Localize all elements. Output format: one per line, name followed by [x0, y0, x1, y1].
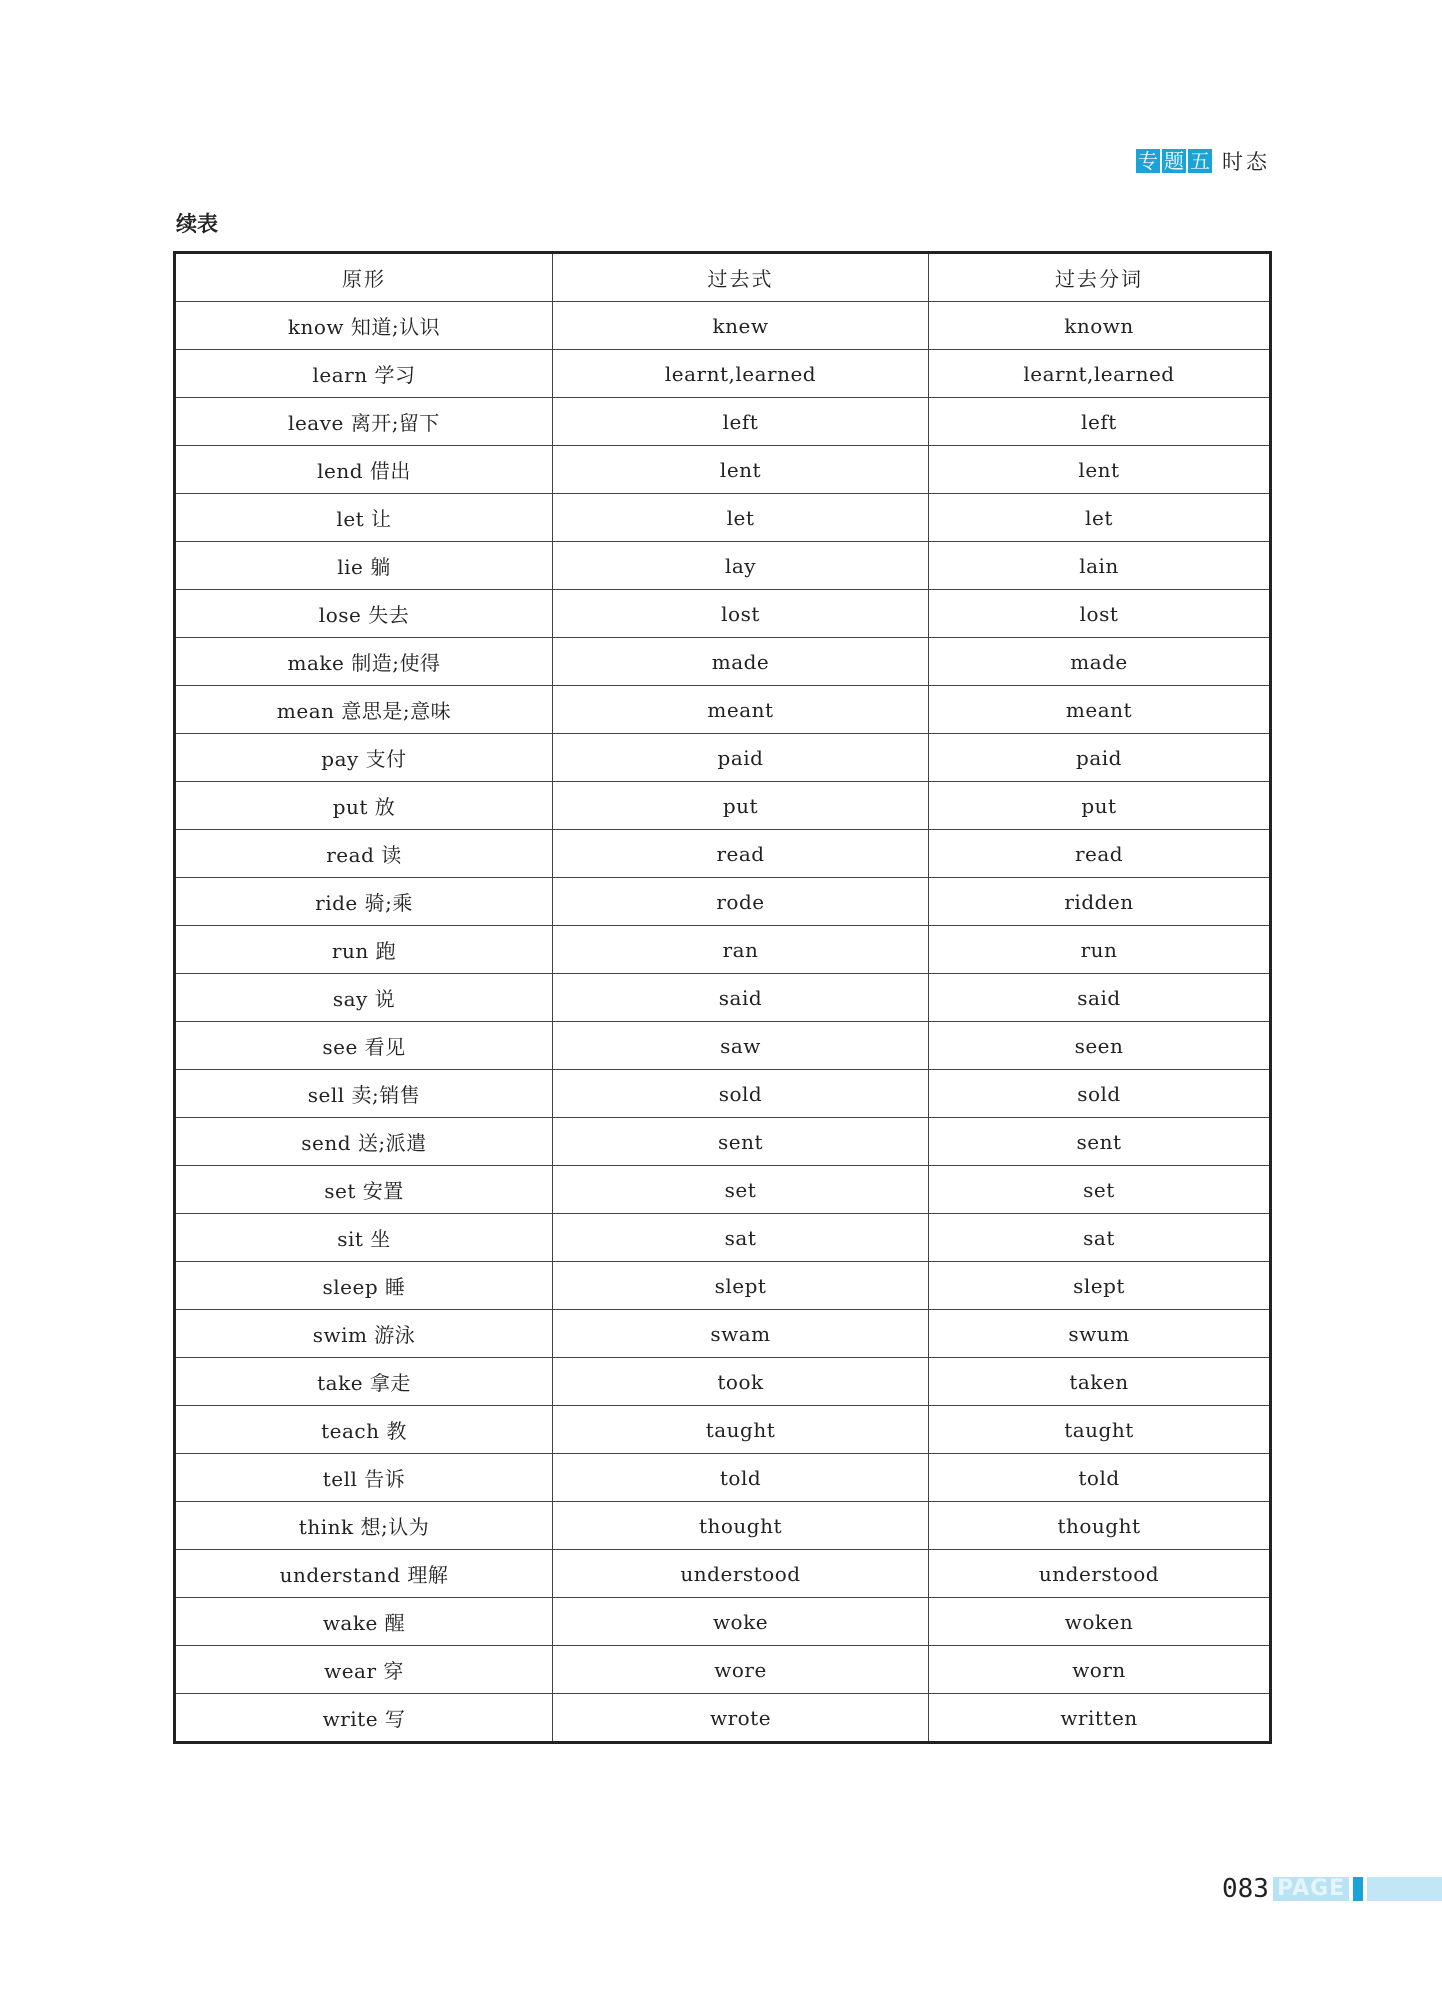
- cell-base-form: wake 醒: [175, 1598, 553, 1646]
- cell-past-tense: meant: [553, 686, 929, 734]
- table-row: [175, 1358, 1271, 1406]
- table-row: [175, 1598, 1271, 1646]
- table-header-row: [175, 253, 1271, 302]
- cell-past-tense: learnt,learned: [553, 350, 929, 398]
- cell-past-tense: swam: [553, 1310, 929, 1358]
- cell-past-participle: slept: [929, 1262, 1271, 1310]
- cell-past-participle: run: [929, 926, 1271, 974]
- cell-base-form: know 知道;认识: [175, 302, 553, 350]
- cell-past-participle: written: [929, 1694, 1271, 1743]
- cell-past-participle: learnt,learned: [929, 350, 1271, 398]
- cell-base-form: let 让: [175, 494, 553, 542]
- cell-past-tense: understood: [553, 1550, 929, 1598]
- table-row: [175, 590, 1271, 638]
- cell-past-tense: let: [553, 494, 929, 542]
- cell-base-form: sit 坐: [175, 1214, 553, 1262]
- table-row: [175, 974, 1271, 1022]
- cell-past-participle: swum: [929, 1310, 1271, 1358]
- cell-past-participle: lent: [929, 446, 1271, 494]
- chapter-topic: 时态: [1222, 150, 1270, 174]
- table-row: [175, 1070, 1271, 1118]
- cell-past-participle: thought: [929, 1502, 1271, 1550]
- table-body: [175, 302, 1271, 1743]
- cell-base-form: lend 借出: [175, 446, 553, 494]
- page-bar-decoration: [1367, 1877, 1442, 1901]
- table-row: [175, 638, 1271, 686]
- table-row: [175, 398, 1271, 446]
- cell-base-form: set 安置: [175, 1166, 553, 1214]
- cell-past-participle: taken: [929, 1358, 1271, 1406]
- cell-base-form: put 放: [175, 782, 553, 830]
- cell-past-tense: made: [553, 638, 929, 686]
- table-row: [175, 686, 1271, 734]
- cell-base-form: say 说: [175, 974, 553, 1022]
- table-row: [175, 734, 1271, 782]
- cell-base-form: sleep 睡: [175, 1262, 553, 1310]
- cell-past-tense: wore: [553, 1646, 929, 1694]
- header-base-form: 原形: [175, 253, 553, 302]
- table-row: [175, 1550, 1271, 1598]
- cell-past-tense: told: [553, 1454, 929, 1502]
- cell-past-participle: said: [929, 974, 1271, 1022]
- cell-base-form: mean 意思是;意味: [175, 686, 553, 734]
- cell-past-participle: sat: [929, 1214, 1271, 1262]
- header-past-participle: 过去分词: [929, 253, 1271, 302]
- table-row: [175, 494, 1271, 542]
- cell-past-participle: put: [929, 782, 1271, 830]
- cell-past-tense: sold: [553, 1070, 929, 1118]
- table-row: [175, 350, 1271, 398]
- cell-past-participle: known: [929, 302, 1271, 350]
- page-bar-accent: [1353, 1877, 1363, 1901]
- cell-past-tense: put: [553, 782, 929, 830]
- cell-base-form: leave 离开;留下: [175, 398, 553, 446]
- chapter-badge-char: 五: [1190, 149, 1210, 173]
- cell-past-participle: woken: [929, 1598, 1271, 1646]
- cell-base-form: wear 穿: [175, 1646, 553, 1694]
- cell-past-participle: meant: [929, 686, 1271, 734]
- table-row: [175, 1118, 1271, 1166]
- cell-past-tense: lay: [553, 542, 929, 590]
- cell-past-tense: sent: [553, 1118, 929, 1166]
- cell-past-tense: read: [553, 830, 929, 878]
- cell-past-tense: wrote: [553, 1694, 929, 1743]
- cell-past-participle: made: [929, 638, 1271, 686]
- cell-base-form: send 送;派遣: [175, 1118, 553, 1166]
- table-row: [175, 1454, 1271, 1502]
- table-row: [175, 1262, 1271, 1310]
- cell-past-participle: read: [929, 830, 1271, 878]
- cell-past-tense: paid: [553, 734, 929, 782]
- header-past-tense: 过去式: [553, 253, 929, 302]
- cell-past-participle: taught: [929, 1406, 1271, 1454]
- cell-base-form: swim 游泳: [175, 1310, 553, 1358]
- table-row: [175, 926, 1271, 974]
- page-word: PAGE: [1273, 1877, 1349, 1901]
- table-row: [175, 1166, 1271, 1214]
- table-row: [175, 1310, 1271, 1358]
- table-row: [175, 302, 1271, 350]
- cell-past-participle: paid: [929, 734, 1271, 782]
- cell-past-tense: thought: [553, 1502, 929, 1550]
- cell-past-participle: lost: [929, 590, 1271, 638]
- cell-past-tense: saw: [553, 1022, 929, 1070]
- cell-base-form: think 想;认为: [175, 1502, 553, 1550]
- cell-past-tense: lost: [553, 590, 929, 638]
- page-number: 083: [1222, 1874, 1269, 1904]
- cell-past-tense: slept: [553, 1262, 929, 1310]
- cell-past-tense: lent: [553, 446, 929, 494]
- cell-base-form: run 跑: [175, 926, 553, 974]
- continued-label: 续表: [176, 212, 218, 236]
- cell-base-form: make 制造;使得: [175, 638, 553, 686]
- chapter-badge-char: 专: [1138, 149, 1158, 173]
- cell-past-tense: ran: [553, 926, 929, 974]
- irregular-verb-table: [173, 251, 1272, 1744]
- cell-past-tense: taught: [553, 1406, 929, 1454]
- cell-past-participle: left: [929, 398, 1271, 446]
- cell-past-participle: sent: [929, 1118, 1271, 1166]
- table-row: [175, 1214, 1271, 1262]
- table-row: [175, 446, 1271, 494]
- cell-past-participle: let: [929, 494, 1271, 542]
- chapter-header: [1136, 146, 1270, 176]
- page-footer: [1222, 1874, 1442, 1904]
- cell-base-form: take 拿走: [175, 1358, 553, 1406]
- table-row: [175, 782, 1271, 830]
- cell-past-participle: lain: [929, 542, 1271, 590]
- cell-past-tense: said: [553, 974, 929, 1022]
- cell-past-participle: told: [929, 1454, 1271, 1502]
- table-row: [175, 1406, 1271, 1454]
- table-row: [175, 1502, 1271, 1550]
- cell-base-form: write 写: [175, 1694, 553, 1743]
- cell-base-form: lie 躺: [175, 542, 553, 590]
- cell-past-participle: set: [929, 1166, 1271, 1214]
- table-row: [175, 1694, 1271, 1743]
- cell-base-form: lose 失去: [175, 590, 553, 638]
- cell-past-tense: took: [553, 1358, 929, 1406]
- table-row: [175, 1646, 1271, 1694]
- cell-base-form: learn 学习: [175, 350, 553, 398]
- table-row: [175, 1022, 1271, 1070]
- cell-past-tense: woke: [553, 1598, 929, 1646]
- cell-past-participle: seen: [929, 1022, 1271, 1070]
- cell-past-participle: sold: [929, 1070, 1271, 1118]
- cell-past-participle: ridden: [929, 878, 1271, 926]
- table-row: [175, 878, 1271, 926]
- cell-past-tense: set: [553, 1166, 929, 1214]
- table-row: [175, 542, 1271, 590]
- cell-past-participle: understood: [929, 1550, 1271, 1598]
- cell-past-tense: left: [553, 398, 929, 446]
- cell-base-form: see 看见: [175, 1022, 553, 1070]
- cell-base-form: pay 支付: [175, 734, 553, 782]
- cell-base-form: tell 告诉: [175, 1454, 553, 1502]
- cell-base-form: teach 教: [175, 1406, 553, 1454]
- table-row: [175, 830, 1271, 878]
- chapter-badge-char: 题: [1164, 149, 1184, 173]
- cell-past-tense: knew: [553, 302, 929, 350]
- cell-base-form: read 读: [175, 830, 553, 878]
- cell-past-tense: sat: [553, 1214, 929, 1262]
- cell-base-form: ride 骑;乘: [175, 878, 553, 926]
- cell-past-participle: worn: [929, 1646, 1271, 1694]
- cell-base-form: sell 卖;销售: [175, 1070, 553, 1118]
- cell-past-tense: rode: [553, 878, 929, 926]
- cell-base-form: understand 理解: [175, 1550, 553, 1598]
